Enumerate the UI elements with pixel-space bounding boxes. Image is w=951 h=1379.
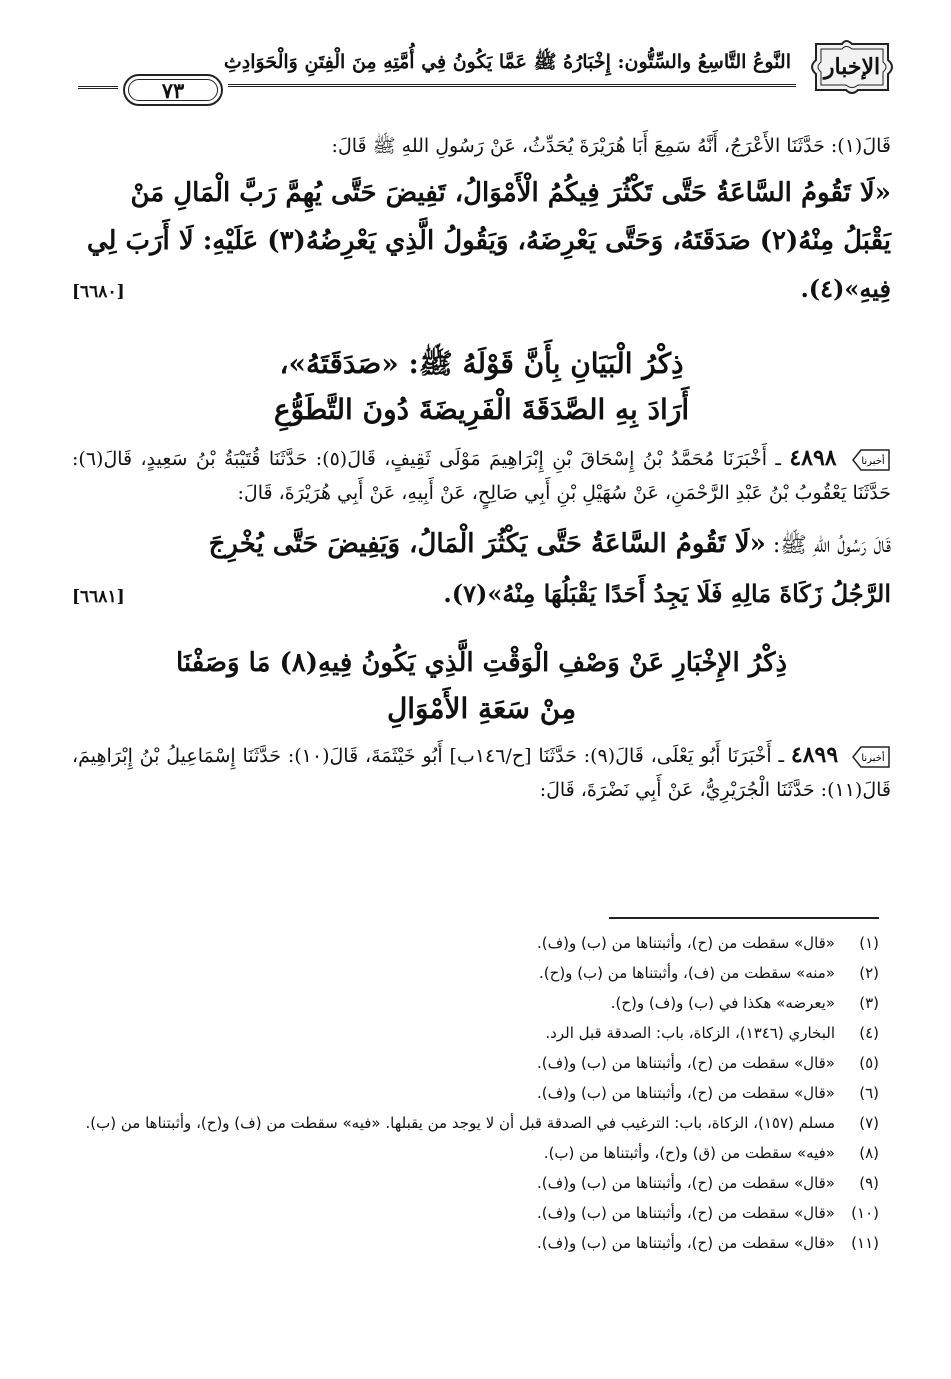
- hadith-text-line: فِيهِ»(٤).: [800, 274, 891, 303]
- chapter-heading: ذِكْرُ الْبَيَانِ بِأَنَّ قَوْلَهُ ﷺ: «صَدَقَتَهُ»،: [279, 347, 684, 380]
- hadith-text-line: «لَا تَقُومُ السَّاعَةُ حَتَّى يَكْثُرَ الْمَالُ، وَيَفِيضَ حَتَّى يُخْرِجَ: [208, 529, 766, 559]
- hadith-reference: [٦٦٨٠]: [72, 282, 125, 302]
- footnote: (٢) «منه» سقطت من (ف)، وأثبتناها من (ب) و(ح).: [539, 964, 879, 982]
- footnote: (٣) «يعرضه» هكذا في (ب) و(ف) و(ح).: [610, 994, 879, 1012]
- footnotes: [72, 928, 879, 1258]
- page-number-rule: [78, 86, 118, 89]
- svg-text:أخبرنا: أخبرنا: [861, 456, 885, 467]
- page-number-text: ٧٣: [161, 77, 185, 103]
- section-badge: [808, 38, 896, 96]
- hadith-text-line: الرَّجُلُ زَكَاةَ مَالِهِ فَلَا يَجِدُ أَحَدًا يَقْبَلُهَا مِنْهُ»(٧).: [443, 579, 891, 608]
- narration-intro: قَالَ(١): حَدَّثَنَا الأَعْرَجُ، أَنَّهُ سَمِعَ أَبَا هُرَيْرَةَ يُحَدِّثُ، عَنْ رَسُولِ اللهِ ﷺ قَالَ:: [331, 135, 891, 157]
- akhbarana-icon: [851, 447, 891, 473]
- hadith-text-line: «لَا تَقُومُ السَّاعَةُ حَتَّى تَكْثُرَ فِيكُمُ الْأَمْوَالُ، تَفِيضَ حَتَّى يُهِمَّ رَبَّ الْمَالِ مَنْ: [130, 178, 891, 208]
- matn-prefix: قَالَ رَسُولُ اللهِ ﷺ:: [765, 533, 891, 558]
- running-head: النَّوعُ التَّاسِعُ والسِّتُّون: إِخْبَارُهُ ﷺ عَمَّا يَكُونُ فِي أُمَّتِهِ مِنَ الْفِتَنِ وَالْحَوَادِثِ: [223, 51, 791, 73]
- footnote: (٥) «قال» سقطت من (ح)، وأثبتناها من (ب) و(ف).: [536, 1054, 879, 1072]
- hadith-matn: [72, 520, 891, 570]
- hadith-isnad: [72, 738, 891, 807]
- svg-text:أخبرنا: أخبرنا: [861, 753, 885, 764]
- hadith-isnad: [72, 441, 891, 510]
- footnote: (٩) «قال» سقطت من (ح)، وأثبتناها من (ب) و(ف).: [536, 1174, 879, 1192]
- akhbarana-icon: [851, 744, 891, 770]
- footnote: (٨) «فيه» سقطت من (ق) و(ح)، وأثبتناها من (ب).: [543, 1144, 879, 1162]
- hadith-reference: [٦٦٨١]: [72, 587, 125, 607]
- hadith-text-line: يَقْبَلُ مِنْهُ(٢) صَدَقَتَهُ، وَحَتَّى يَعْرِضَهُ، وَيَقُولُ الَّذِي يَعْرِضُهُ(٣) عَلَيْهِ: لَا أَرَبَ لِي: [86, 226, 891, 256]
- footnote-separator: [609, 917, 879, 919]
- footnote: (٤) البخاري (١٣٤٦)، الزكاة، باب: الصدقة قبل الرد.: [545, 1024, 879, 1042]
- hadith-end-line: [72, 265, 891, 313]
- chapter-heading: مِنْ سَعَةِ الأَمْوَالِ: [386, 692, 577, 725]
- footnote: (٦) «قال» سقطت من (ح)، وأثبتناها من (ب) و(ف).: [536, 1084, 879, 1102]
- hadith-end-line: [72, 570, 891, 618]
- chapter-heading: أَرَادَ بِهِ الصَّدَقَةَ الْفَرِيضَةَ دُونَ التَّطَوُّعِ: [273, 393, 690, 426]
- hadith-number: ٤٨٩٨: [789, 445, 837, 471]
- footnote: (١) «قال» سقطت من (ح)، وأثبتناها من (ب) و(ف).: [536, 934, 879, 952]
- footnote: (١٠) «قال» سقطت من (ح)، وأثبتناها من (ب) و(ف).: [536, 1204, 879, 1222]
- section-label: الإخبار: [823, 54, 881, 80]
- header-rule: [228, 84, 796, 87]
- footnote: (١١) «قال» سقطت من (ح)، وأثبتناها من (ب) و(ف).: [536, 1234, 879, 1252]
- page-header: [78, 28, 896, 118]
- main-text: [72, 130, 891, 807]
- page-number-area: [78, 74, 228, 104]
- chapter-heading: ذِكْرُ الإِخْبَارِ عَنْ وَصْفِ الْوَقْتِ الَّذِي يَكُونُ فِيهِ(٨) مَا وَصَفْنَا: [175, 648, 788, 678]
- footnote: (٧) مسلم (١٥٧)، الزكاة، باب: الترغيب في الصدقة قبل أن لا يوجد من يقبلها. «فيه» سقطت من (ف) و(ح)، وأثبتناها من (ب).: [85, 1114, 879, 1132]
- hadith-number: ٤٨٩٩: [790, 742, 839, 768]
- isnad-text: ـ أَخْبَرَنَا مُحَمَّدُ بْنُ إِسْحَاقَ بْنِ إِبْرَاهِيمَ مَوْلَى ثَقِيفٍ، قَالَ(٥): حَدَّثَنَا قُتَيْبَةُ بْنُ سَعِيدٍ، قَالَ(٦): حَدَّثَنَا يَعْقُوبُ بْنُ عَبْدِ الرَّحْمَنِ، عَنْ سُهَيْلِ بْنِ أَبِي صَالِحٍ، عَنْ أَبِيهِ، عَنْ أَبِي هُرَيْرَةَ، قَالَ:: [72, 448, 891, 504]
- page-number: [123, 74, 223, 106]
- isnad-text: ـ أَخْبَرَنَا أَبُو يَعْلَى، قَالَ(٩): حَدَّثَنَا [ح/١٤٦ب] أَبُو خَيْثَمَةَ، قَالَ(١٠): حَدَّثَنَا إِسْمَاعِيلُ بْنُ إِبْرَاهِيمَ، قَالَ(١١): حَدَّثَنَا الْجُرَيْرِيُّ، عَنْ أَبِي نَضْرَةَ، قَالَ:: [72, 745, 891, 801]
